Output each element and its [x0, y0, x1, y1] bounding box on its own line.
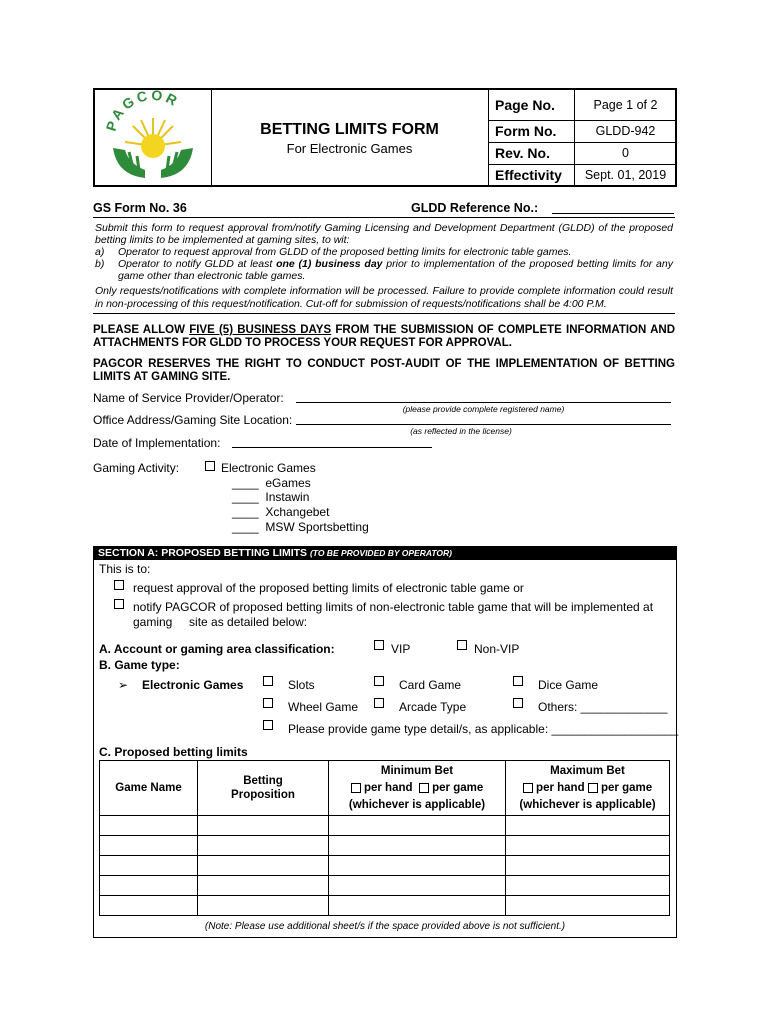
- meta-label: Effectivity: [489, 164, 575, 185]
- col-game-name: Game Name: [100, 761, 198, 816]
- table-cell[interactable]: [100, 856, 198, 876]
- section-a-title: SECTION A: PROPOSED BETTING LIMITS (TO BE PROVIDED BY OPERATOR): [94, 547, 676, 560]
- intro-paragraph: Submit this form to request approval from/notify Gaming Licensing and Development Department (GLDD) of the proposed betting limits to be implemented at gaming sites, to wit:: [95, 222, 673, 246]
- card-game-checkbox[interactable]: [374, 676, 384, 686]
- others-label: Others: _____________: [538, 700, 668, 714]
- table-cell[interactable]: [198, 876, 329, 896]
- activity-option-egames[interactable]: ____ eGames: [232, 476, 311, 490]
- divider: [93, 217, 675, 218]
- meta-row-page: [489, 90, 676, 121]
- address-field[interactable]: [296, 424, 671, 425]
- notify-pagcor-label-line2: gaming site as detailed below:: [133, 615, 308, 629]
- table-cell[interactable]: [506, 816, 670, 836]
- activity-option-msw-sportsbetting[interactable]: ____ MSW Sportsbetting: [232, 520, 369, 534]
- table-cell[interactable]: [329, 816, 506, 836]
- min-per-hand-checkbox[interactable]: [351, 783, 361, 793]
- wheel-game-label: Wheel Game: [288, 700, 359, 714]
- vip-label: VIP: [391, 642, 411, 656]
- non-vip-label: Non-VIP: [474, 642, 520, 656]
- table-cell[interactable]: [198, 856, 329, 876]
- slots-checkbox[interactable]: [263, 676, 273, 686]
- notify-pagcor-checkbox[interactable]: [114, 599, 124, 609]
- table-cell[interactable]: [100, 876, 198, 896]
- form-title: BETTING LIMITS FORM: [260, 121, 439, 138]
- electronic-games-label: Electronic Games: [221, 461, 316, 475]
- table-cell[interactable]: [198, 896, 329, 916]
- address-hint: (as reflected in the license): [410, 426, 512, 436]
- electronic-games-type-label: Electronic Games: [142, 678, 244, 692]
- col-minimum-bet: Minimum Bet per hand per game (whichever is applicable): [329, 761, 506, 816]
- table-cell[interactable]: [506, 876, 670, 896]
- form-subtitle: For Electronic Games: [286, 141, 413, 156]
- max-per-game-checkbox[interactable]: [588, 783, 598, 793]
- provider-label: Name of Service Provider/Operator:: [93, 391, 284, 405]
- activity-option-xchangebet[interactable]: ____ Xchangebet: [232, 505, 330, 519]
- divider: [93, 313, 675, 314]
- table-row[interactable]: [100, 836, 670, 856]
- address-label: Office Address/Gaming Site Location:: [93, 413, 293, 427]
- col-betting-proposition: Betting Proposition: [198, 761, 329, 816]
- meta-label: Page No.: [489, 90, 575, 120]
- wheel-game-checkbox[interactable]: [263, 698, 273, 708]
- arcade-type-checkbox[interactable]: [374, 698, 384, 708]
- processing-notice: PLEASE ALLOW FIVE (5) BUSINESS DAYS FROM THE SUBMISSION OF COMPLETE INFORMATION AND ATTACHMENTS FOR GLDD TO PROCESS YOUR REQUEST FOR APPROVAL.: [93, 324, 676, 349]
- slots-label: Slots: [288, 678, 315, 692]
- others-checkbox[interactable]: [513, 698, 523, 708]
- svg-text:PAGCOR: PAGCOR: [102, 90, 183, 133]
- request-approval-label: request approval of the proposed betting limits of electronic table game or: [133, 581, 524, 595]
- intro-item-b: Operator to notify GLDD at least one (1) business day prior to implementation of the proposed betting limits for any game other than electronic table games.: [118, 258, 673, 282]
- proposed-limits-label: C. Proposed betting limits: [99, 745, 248, 759]
- table-cell[interactable]: [100, 816, 198, 836]
- dice-game-checkbox[interactable]: [513, 676, 523, 686]
- meta-row-effectivity: [489, 164, 676, 185]
- table-cell[interactable]: [506, 856, 670, 876]
- arcade-type-label: Arcade Type: [399, 700, 467, 714]
- meta-row-form: [489, 120, 676, 143]
- col-maximum-bet: Maximum Bet per hand per game (whichever is applicable): [506, 761, 670, 816]
- table-cell[interactable]: [329, 896, 506, 916]
- min-per-game-checkbox[interactable]: [419, 783, 429, 793]
- meta-value: Sept. 01, 2019: [584, 167, 667, 182]
- form-header: [93, 88, 677, 187]
- form-meta-table: [488, 90, 676, 185]
- intro-item-a-label: a): [95, 246, 105, 258]
- table-row[interactable]: [100, 856, 670, 876]
- gaming-activity-label: Gaming Activity:: [93, 461, 180, 475]
- table-header-row: [100, 761, 670, 816]
- table-row[interactable]: [100, 896, 670, 916]
- meta-value: 0: [622, 146, 629, 160]
- non-vip-checkbox[interactable]: [457, 640, 467, 650]
- arrow-bullet-icon: ➢: [118, 678, 129, 692]
- card-game-label: Card Game: [399, 678, 462, 692]
- table-cell[interactable]: [100, 836, 198, 856]
- activity-option-instawin[interactable]: ____ Instawin: [232, 490, 310, 504]
- game-type-label: B. Game type:: [99, 658, 180, 672]
- vip-checkbox[interactable]: [374, 640, 384, 650]
- gldd-reference-field[interactable]: [552, 213, 674, 214]
- meta-value: GLDD-942: [595, 124, 656, 138]
- table-cell[interactable]: [329, 836, 506, 856]
- intro-note: Only requests/notifications with complete information will be processed. Failure to provide complete information could result in non-processing of this request/notification. Cut-off for submission of requests/notifications shall be 4:00 P.M.: [95, 285, 673, 310]
- table-note: (Note: Please use additional sheet/s if the space provided above is not sufficient.): [204, 921, 566, 932]
- meta-label: Form No.: [489, 120, 575, 142]
- table-cell[interactable]: [198, 816, 329, 836]
- dice-game-label: Dice Game: [538, 678, 599, 692]
- table-row[interactable]: [100, 876, 670, 896]
- table-cell[interactable]: [329, 876, 506, 896]
- notify-pagcor-label-line1: notify PAGCOR of proposed betting limits of non-electronic table game that will be implemented at: [133, 600, 654, 614]
- pagcor-logo: [95, 90, 212, 185]
- game-detail-label: Please provide game type detail/s, as applicable: ___________________: [288, 722, 679, 736]
- table-cell[interactable]: [329, 856, 506, 876]
- intro-item-a: Operator to request approval from GLDD of the proposed betting limits for electronic table games.: [118, 246, 572, 258]
- classification-label: A. Account or gaming area classification:: [99, 642, 335, 656]
- max-per-hand-checkbox[interactable]: [523, 783, 533, 793]
- electronic-games-checkbox[interactable]: [205, 461, 215, 471]
- table-row[interactable]: [100, 816, 670, 836]
- table-cell[interactable]: [100, 896, 198, 916]
- meta-label: Rev. No.: [489, 142, 575, 164]
- gs-form-number: GS Form No. 36: [93, 201, 187, 215]
- this-is-to-label: This is to:: [99, 562, 151, 576]
- table-cell[interactable]: [198, 836, 329, 856]
- table-cell[interactable]: [506, 836, 670, 856]
- provider-hint: (please provide complete registered name): [402, 404, 565, 414]
- gldd-reference-label: GLDD Reference No.:: [411, 201, 539, 215]
- post-audit-notice: PAGCOR RESERVES THE RIGHT TO CONDUCT POST-AUDIT OF THE IMPLEMENTATION OF BETTING LIMITS AT GAMING SITE.: [93, 358, 675, 383]
- table-cell[interactable]: [506, 896, 670, 916]
- game-detail-checkbox[interactable]: [263, 720, 273, 730]
- implementation-date-field[interactable]: [232, 447, 432, 448]
- provider-field[interactable]: [296, 402, 671, 403]
- implementation-date-label: Date of Implementation:: [93, 436, 221, 450]
- intro-item-b-label: b): [95, 258, 105, 270]
- betting-limits-table: [99, 760, 670, 916]
- meta-value: Page 1 of 2: [593, 98, 658, 112]
- meta-row-rev: [489, 142, 676, 165]
- request-approval-checkbox[interactable]: [114, 580, 124, 590]
